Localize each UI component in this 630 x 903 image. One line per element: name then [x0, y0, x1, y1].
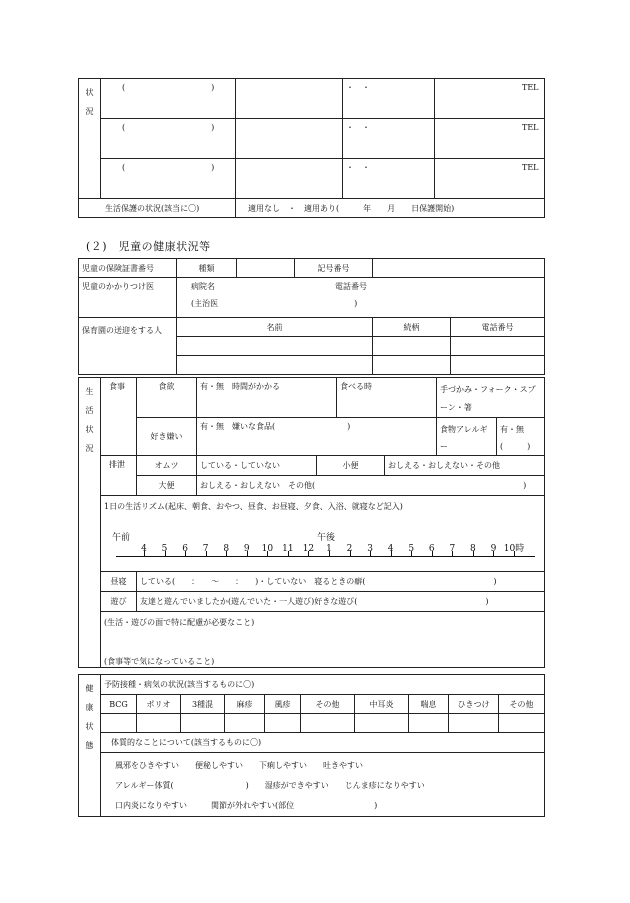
disease-asthma: 喘息 — [409, 695, 449, 714]
nap-label: 昼寝 — [101, 572, 137, 592]
timeline-hour-label: 12 — [302, 544, 315, 554]
urine-label: 小便 — [317, 456, 385, 476]
timeline-hour-label: 4 — [387, 544, 394, 554]
doctor-info[interactable]: 病院名 電話番号 (主治医 ) — [177, 278, 545, 318]
am-label: 午前 — [112, 533, 131, 543]
vaccine-check[interactable] — [301, 714, 355, 733]
allergy-label: 食物アレルギー — [437, 418, 497, 456]
vaccine-check[interactable] — [449, 714, 499, 733]
pickup-phone-cell[interactable] — [451, 337, 545, 356]
likes-label: 好き嫌い — [137, 418, 197, 456]
utensils-value[interactable]: 手づかみ・フォーク・スプーン・箸 — [437, 378, 545, 418]
section-title: (２) 児童の健康状況等 — [86, 240, 211, 253]
stool-label: 大便 — [137, 476, 197, 496]
play-value[interactable]: 友達と遊んでいましたか(遊んでいた・一人遊び)好きな遊び( ) — [137, 592, 545, 612]
status-table — [78, 78, 545, 218]
pickup-relation-cell[interactable] — [373, 337, 451, 356]
vaccine-rubella: 風疹 — [265, 695, 301, 714]
welfare-value[interactable]: 適用なし ・ 適用あり( 年 月 日保護開始) — [236, 199, 545, 218]
pickup-name-header: 名前 — [177, 318, 373, 337]
urine-value[interactable]: おしえる・おしえない・その他 — [385, 456, 545, 476]
status-name-cell[interactable]: ( ) — [101, 79, 236, 119]
status-date-cell[interactable]: ・ ・ — [343, 119, 435, 159]
status-side-label: 状 況 — [79, 79, 101, 199]
status-tel-cell[interactable]: TEL — [435, 159, 545, 199]
disease-otitis: 中耳炎 — [355, 695, 409, 714]
timeline-hour-label: 8 — [223, 544, 230, 554]
timeline-hour-label: 1 — [326, 544, 332, 554]
appetite-label: 食欲 — [137, 378, 197, 418]
diaper-value[interactable]: している・していない — [197, 456, 317, 476]
health-table — [78, 674, 545, 817]
timeline-hour-label: 3 — [367, 544, 373, 554]
vaccine-check[interactable] — [409, 714, 449, 733]
insurance-type-value[interactable] — [237, 259, 295, 278]
timeline-hour-label: 11 — [282, 544, 294, 554]
insurance-type-label: 種類 — [177, 259, 237, 278]
play-label: 遊び — [101, 592, 137, 612]
allergy-value[interactable]: 有・無 ( ) — [497, 418, 545, 456]
status-blank-cell[interactable] — [236, 119, 343, 159]
pickup-name-cell[interactable] — [177, 337, 373, 356]
eat-when-label: 食べる時 — [337, 378, 437, 418]
vaccine-check[interactable] — [265, 714, 301, 733]
vaccine-other: その他 — [301, 695, 355, 714]
vaccine-measles: 麻疹 — [225, 695, 265, 714]
appetite-value[interactable]: 有・無 時間がかかる — [197, 378, 337, 418]
doctor-label: 児童のかかりつけ医 — [79, 278, 177, 318]
pm-label: 午後 — [317, 533, 336, 543]
status-date-cell[interactable]: ・ ・ — [343, 79, 435, 119]
constitution-line: 口内炎になりやすい 関節が外れやすい(部位 ) — [115, 801, 378, 810]
pickup-relation-header: 続柄 — [373, 318, 451, 337]
status-blank-cell[interactable] — [236, 159, 343, 199]
pickup-phone-header: 電話番号 — [451, 318, 545, 337]
timeline-hour-label: 9 — [490, 544, 497, 554]
vaccine-label: 予防接種・病気の状況(該当するものに〇) — [101, 675, 545, 695]
care-note-label: (生活・遊びの面で特に配慮が必要なこと) — [104, 618, 255, 627]
daily-rhythm-timeline — [104, 499, 541, 571]
pickup-name-cell[interactable] — [177, 356, 373, 375]
constitution-options[interactable] — [101, 753, 545, 817]
health-side-label: 健 康 状 態 — [79, 675, 101, 817]
timeline-hour-label: 6 — [182, 544, 188, 554]
nap-value[interactable]: している( ： 〜 ： )・していない 寝るときの癖( ) — [137, 572, 545, 592]
status-name-cell[interactable]: ( ) — [101, 159, 236, 199]
timeline-hour-label: 10時 — [503, 544, 525, 554]
constitution-label: 体質的なことについて(該当するものに〇) — [101, 733, 545, 753]
diaper-label: オムツ — [137, 456, 197, 476]
status-date-cell[interactable]: ・ ・ — [343, 159, 435, 199]
timeline-hour-label: 2 — [346, 544, 353, 554]
timeline-hour-label: 5 — [161, 544, 168, 554]
pickup-relation-cell[interactable] — [373, 356, 451, 375]
vaccine-check[interactable] — [225, 714, 265, 733]
vaccine-check[interactable] — [499, 714, 545, 733]
insurance-code-value[interactable] — [373, 259, 545, 278]
timeline-hour-label: 8 — [470, 544, 476, 554]
likes-value[interactable]: 有・無 嫌いな食品( ) — [197, 418, 437, 456]
vaccine-check[interactable] — [355, 714, 409, 733]
vaccine-bcg: BCG — [101, 695, 137, 714]
daily-rhythm-label: 1日の生活リズム(起床、朝食、おやつ、昼食、お昼寝、夕食、入浴、就寝など記入) — [104, 502, 403, 511]
vaccine-polio: ポリオ — [137, 695, 181, 714]
timeline-hour-label: 5 — [408, 544, 415, 554]
status-tel-cell[interactable]: TEL — [435, 79, 545, 119]
life-side-label: 生 活 状 況 — [79, 378, 101, 668]
insurance-label: 児童の保険証書番号 — [79, 259, 177, 278]
vaccine-dpt: 3種混 — [181, 695, 225, 714]
basic-info-table — [78, 258, 545, 375]
timeline-hour-label: 7 — [202, 544, 209, 554]
pickup-phone-cell[interactable] — [451, 356, 545, 375]
excretion-label: 排泄 — [101, 456, 137, 496]
timeline-hour-label: 7 — [449, 544, 456, 554]
status-name-cell[interactable]: ( ) — [101, 119, 236, 159]
stool-value[interactable]: おしえる・おしえない その他( ) — [197, 476, 545, 496]
disease-other: その他 — [499, 695, 545, 714]
welfare-label: 生活保護の状況(該当に〇) — [79, 199, 236, 218]
constitution-line: 風邪をひきやすい 便秘しやすい 下痢しやすい 吐きやすい — [115, 761, 363, 770]
vaccine-check[interactable] — [137, 714, 181, 733]
vaccine-check[interactable] — [181, 714, 225, 733]
status-tel-cell[interactable]: TEL — [435, 119, 545, 159]
timeline-hour-label: 4 — [141, 544, 147, 554]
timeline-hour-label: 10 — [261, 544, 274, 554]
life-status-table — [78, 377, 545, 668]
meal-note-label: (食事等で気になっていること) — [104, 657, 215, 666]
daily-rhythm-cell[interactable] — [101, 496, 545, 572]
vaccine-check[interactable] — [101, 714, 137, 733]
timeline-hour-label: 9 — [243, 544, 250, 554]
disease-convulsion: ひきつけ — [449, 695, 499, 714]
status-blank-cell[interactable] — [236, 79, 343, 119]
meal-label: 食事 — [101, 378, 137, 456]
constitution-line: アレルギー体質( ) 湿疹ができやすい じんま疹になりやすい — [115, 781, 425, 790]
care-note-cell[interactable] — [101, 612, 545, 668]
insurance-code-label: 記号番号 — [295, 259, 373, 278]
pickup-label: 保育園の送迎をする人 — [79, 318, 177, 375]
timeline-hour-label: 6 — [428, 544, 435, 554]
